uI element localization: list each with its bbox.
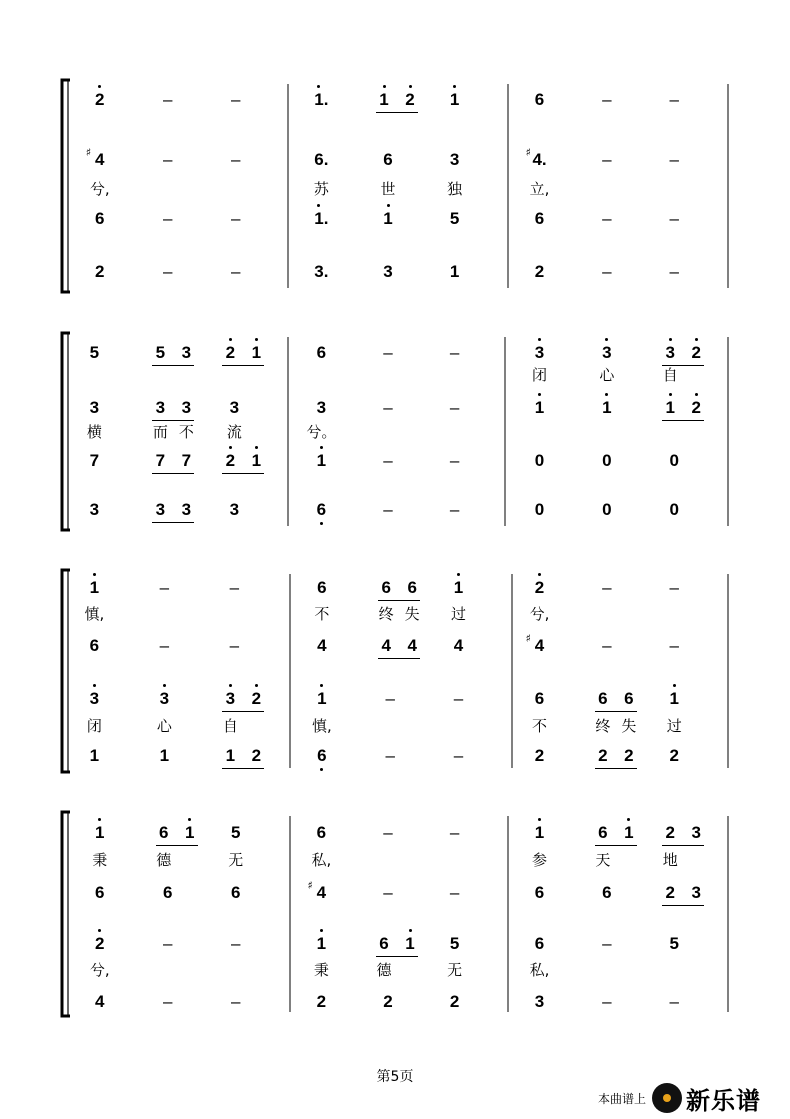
jianpu-note: 6 [534,90,545,109]
jianpu-note: 4 [317,636,327,655]
eighth-underline [222,768,264,769]
lyric-char: 私, [311,851,332,869]
lyric-char: 终 [595,717,611,735]
jianpu-note: 1 [251,451,262,470]
sustain-dash: – [163,209,173,228]
jianpu-note: 6 [379,934,389,953]
sustain-dash: – [669,262,679,281]
jianpu-note: 6 [316,500,327,519]
octave-dot-high [453,85,456,88]
jianpu-note: 3 [181,398,192,417]
octave-dot-high [255,684,258,687]
watermark-logo [598,1082,761,1114]
jianpu-note: 6 [316,823,327,842]
jianpu-note: 3 [691,823,701,842]
jianpu-note: 1 [669,689,679,708]
sustain-dash: – [163,934,173,953]
octave-dot-high [317,85,320,88]
sustain-dash: – [602,90,612,109]
sustain-dash: – [159,636,170,655]
jianpu-note: 0 [602,500,612,519]
octave-dot-high [409,929,412,932]
lyric-char: 兮。 [306,423,337,441]
lyric-char: 兮, [89,180,110,198]
jianpu-note: 6 [598,823,608,842]
eighth-underline [662,845,704,846]
sustain-dash: – [602,150,612,169]
octave-dot-high [695,338,698,341]
lyric-char: 地 [662,851,678,869]
octave-dot-high [605,393,608,396]
jianpu-note: 6 [534,934,545,953]
octave-dot-high [387,204,390,207]
jianpu-note: 1. [314,90,329,109]
jianpu-note: 3 [691,883,701,902]
jianpu-note: 3 [229,500,240,519]
jianpu-note: 3 [159,689,170,708]
jianpu-note: 3 [89,398,100,417]
jianpu-note: 4 [95,992,105,1011]
lyric-char: 慎, [311,717,332,735]
jianpu-note: 1 [159,746,170,765]
sustain-dash: – [163,992,173,1011]
lyric-char: 横 [86,423,102,441]
jianpu-note: 6 [231,883,241,902]
sustain-dash: – [602,262,612,281]
jianpu-note: 3 [449,150,460,169]
jianpu-note: 6 [407,578,417,597]
lyric-char: 立, [529,180,550,198]
jianpu-note: 1 [534,398,545,417]
octave-dot-high [673,684,676,687]
jianpu-note: 3 [155,398,166,417]
jianpu-note: 6 [534,689,545,708]
sustain-dash: – [453,689,464,708]
jianpu-note: 1 [316,451,327,470]
octave-dot-high [229,338,232,341]
jianpu-note: 6 [383,150,393,169]
lyric-char: 自 [222,717,238,735]
sharp-sign: ♯ [307,879,313,892]
jianpu-note: 6 [624,689,634,708]
jianpu-note: 3 [181,500,192,519]
sustain-dash: – [383,451,393,470]
eighth-underline [156,845,198,846]
jianpu-note: 6 [317,578,327,597]
sustain-dash: – [231,262,241,281]
octave-dot-high [163,684,166,687]
jianpu-note: 2 [316,992,327,1011]
jianpu-note: 3 [181,343,192,362]
jianpu-note: 6 [159,823,169,842]
sustain-dash: – [602,578,612,597]
jianpu-note: 2 [691,343,701,362]
sustain-dash: – [229,636,240,655]
lyric-char: 闭 [86,717,102,735]
octave-dot-high [93,573,96,576]
jianpu-note: 1 [251,343,262,362]
jianpu-note: 7 [155,451,166,470]
eighth-underline [222,365,264,366]
sharp-sign: ♯ [525,632,531,645]
octave-dot-high [229,684,232,687]
octave-dot-high [229,446,232,449]
jianpu-note: 4 [453,636,464,655]
lyric-char: 过 [666,717,682,735]
jianpu-note: 0 [534,500,545,519]
jianpu-note: 1 [602,398,612,417]
sustain-dash: – [669,150,679,169]
octave-dot-high [695,393,698,396]
jianpu-note: 2 [251,689,262,708]
sustain-dash: – [669,209,679,228]
octave-dot-low [320,768,323,771]
jianpu-note: 1 [453,578,464,597]
lyric-char: 天 [595,851,611,869]
sustain-dash: – [159,578,170,597]
record-disc-icon [652,1083,682,1113]
lyric-char: 流 [226,423,242,441]
jianpu-note: 5 [669,934,679,953]
jianpu-note: 5 [449,934,460,953]
lyric-char: 不 [178,423,194,441]
jianpu-note: 1 [449,90,460,109]
eighth-underline [662,365,704,366]
jianpu-note: 1 [89,578,100,597]
jianpu-note: 7 [89,451,100,470]
jianpu-note: 1 [405,934,415,953]
sustain-dash: – [231,934,241,953]
watermark-prefix: 本曲谱上 [598,1091,647,1106]
octave-dot-high [320,446,323,449]
system-bracket [62,80,70,292]
jianpu-note: 3 [602,343,612,362]
eighth-underline [595,845,637,846]
jianpu-note: 2 [534,262,545,281]
lyric-char: 不 [532,717,548,735]
jianpu-note: 1 [89,746,100,765]
sustain-dash: – [602,636,612,655]
jianpu-note: 6 [316,343,327,362]
lyric-char: 苏 [313,180,329,198]
octave-dot-high [538,818,541,821]
sustain-dash: – [383,343,393,362]
jianpu-note: 2 [534,746,545,765]
sustain-dash: – [231,90,241,109]
octave-dot-high [669,393,672,396]
sustain-dash: – [449,398,460,417]
jianpu-note: 2 [665,883,675,902]
jianpu-note: 4 [534,636,545,655]
jianpu-note: 1. [314,209,329,228]
jianpu-note: 2 [251,746,262,765]
sustain-dash: – [449,823,460,842]
sustain-dash: – [669,992,679,1011]
octave-dot-high [317,204,320,207]
jianpu-note: 4 [95,150,105,169]
jianpu-note: 1 [225,746,236,765]
octave-dot-high [255,446,258,449]
lyric-char: 自 [662,366,678,384]
lyric-char: 秉 [313,961,329,979]
sustain-dash: – [669,90,679,109]
lyric-char: 私, [529,961,550,979]
jianpu-note: 2 [669,746,679,765]
jianpu-note: 1 [379,90,389,109]
octave-dot-high [538,338,541,341]
lyric-char: 参 [532,851,548,869]
jianpu-note: 1 [185,823,195,842]
watermark-brand: 新乐谱 [686,1086,762,1115]
jianpu-note: 3 [665,343,675,362]
lyric-char: 心 [156,717,172,735]
jianpu-note: 1 [624,823,634,842]
octave-dot-high [98,818,101,821]
jianpu-note: 3 [534,992,545,1011]
jianpu-note: 2 [405,90,415,109]
jianpu-note: 1 [383,209,393,228]
eighth-underline [378,600,420,601]
jianpu-note: 6 [95,209,105,228]
jianpu-note: 0 [534,451,545,470]
jianpu-note: 0 [669,451,679,470]
octave-dot-high [605,338,608,341]
jianpu-note: 3 [89,689,100,708]
sustain-dash: – [449,343,460,362]
lyric-char: 终 [378,605,394,623]
lyric-char: 失 [621,717,637,735]
sustain-dash: – [383,823,393,842]
octave-dot-high [320,929,323,932]
sustain-dash: – [385,689,395,708]
sustain-dash: – [229,578,240,597]
octave-dot-high [320,684,323,687]
lyric-char: 世 [380,180,396,198]
sustain-dash: – [449,500,460,519]
lyric-char: 德 [376,961,392,979]
jianpu-note: 1 [534,823,545,842]
jianpu-note: 5 [231,823,241,842]
jianpu-note: 4 [316,883,327,902]
jianpu-note: 6 [381,578,391,597]
eighth-underline [152,420,194,421]
jianpu-note: 5 [155,343,166,362]
jianpu-note: 3 [534,343,545,362]
octave-dot-low [320,522,323,525]
jianpu-note: 2 [95,262,105,281]
jianpu-note: 2 [225,343,236,362]
jianpu-note: 6 [317,746,327,765]
sustain-dash: – [602,934,612,953]
jianpu-note: 3 [225,689,236,708]
octave-dot-high [627,818,630,821]
jianpu-note: 3 [316,398,327,417]
lyric-char: 而 [152,423,168,441]
jianpu-note: 3 [383,262,393,281]
jianpu-note: 3 [155,500,166,519]
octave-dot-high [409,85,412,88]
sustain-dash: – [163,262,173,281]
lyric-char: 秉 [92,851,108,869]
lyric-char: 闭 [532,366,548,384]
jianpu-note: 7 [181,451,192,470]
jianpu-note: 2 [534,578,545,597]
sustain-dash: – [453,746,464,765]
eighth-underline [376,112,418,113]
jianpu-note: 6 [163,883,173,902]
eighth-underline [222,711,264,712]
sustain-dash: – [383,398,393,417]
jianpu-note: 6 [534,209,545,228]
sustain-dash: – [669,578,679,597]
jianpu-note: 4. [532,150,547,169]
eighth-underline [662,905,704,906]
jianpu-note: 6 [534,883,545,902]
lyric-char: 无 [447,961,463,979]
jianpu-note: 0 [602,451,612,470]
jianpu-note: 6 [602,883,612,902]
octave-dot-high [538,573,541,576]
eighth-underline [152,473,194,474]
eighth-underline [152,365,194,366]
sustain-dash: – [602,992,612,1011]
lyric-char: 兮, [529,605,550,623]
sharp-sign: ♯ [85,146,92,159]
sustain-dash: – [231,150,241,169]
sustain-dash: – [449,451,460,470]
jianpu-note: 3 [89,500,100,519]
jianpu-note: 1 [449,262,460,281]
jianpu-note: 0 [669,500,679,519]
jianpu-note: 2 [95,90,105,109]
sustain-dash: – [383,883,393,902]
jianpu-note: 1 [317,689,327,708]
jianpu-note: 2 [95,934,105,953]
lyric-char: 兮, [89,961,110,979]
page-number: 第5页 [376,1069,414,1085]
eighth-underline [376,956,418,957]
sustain-dash: – [163,90,173,109]
sustain-dash: – [449,883,460,902]
jianpu-note: 2 [691,398,701,417]
system-bracket [62,570,70,772]
octave-dot-high [93,684,96,687]
jianpu-note: 6. [314,150,329,169]
sustain-dash: – [669,636,679,655]
lyric-char: 独 [447,180,463,198]
sustain-dash: – [231,992,241,1011]
eighth-underline [595,711,637,712]
sustain-dash: – [231,209,241,228]
jianpu-note: 3. [314,262,329,281]
jianpu-note: 3 [229,398,240,417]
jianpu-note: 2 [449,992,460,1011]
octave-dot-high [255,338,258,341]
jianpu-note: 6 [95,883,105,902]
jianpu-note: 2 [598,746,608,765]
jianpu-note: 4 [407,636,417,655]
lyric-char: 无 [228,851,244,869]
jianpu-note: 5 [89,343,100,362]
octave-dot-high [98,929,101,932]
octave-dot-high [457,573,460,576]
jianpu-note: 2 [383,992,393,1011]
sustain-dash: – [163,150,173,169]
octave-dot-high [538,393,541,396]
jianpu-note: 1 [316,934,327,953]
lyric-char: 德 [156,851,172,869]
eighth-underline [378,658,420,659]
jianpu-note: 2 [624,746,634,765]
octave-dot-high [98,85,101,88]
jianpu-note: 6 [598,689,608,708]
octave-dot-high [669,338,672,341]
eighth-underline [595,768,637,769]
sharp-sign: ♯ [525,146,531,159]
jianpu-note: 4 [381,636,391,655]
octave-dot-high [188,818,191,821]
jianpu-note: 6 [89,636,100,655]
octave-dot-high [383,85,386,88]
eighth-underline [152,522,194,523]
jianpu-note: 1 [665,398,675,417]
jianpu-note: 1 [95,823,105,842]
sustain-dash: – [602,209,612,228]
lyric-char: 失 [404,605,420,623]
lyric-char: 过 [451,605,467,623]
lyric-char: 不 [314,605,330,623]
sustain-dash: – [383,500,393,519]
jianpu-note: 2 [225,451,236,470]
system-bracket [62,333,70,530]
jianpu-note: 5 [449,209,460,228]
system-bracket [62,812,70,1016]
sustain-dash: – [385,746,395,765]
eighth-underline [662,420,704,421]
eighth-underline [222,473,264,474]
lyric-char: 心 [599,366,615,384]
lyric-char: 慎, [84,605,105,623]
jianpu-note: 2 [665,823,675,842]
